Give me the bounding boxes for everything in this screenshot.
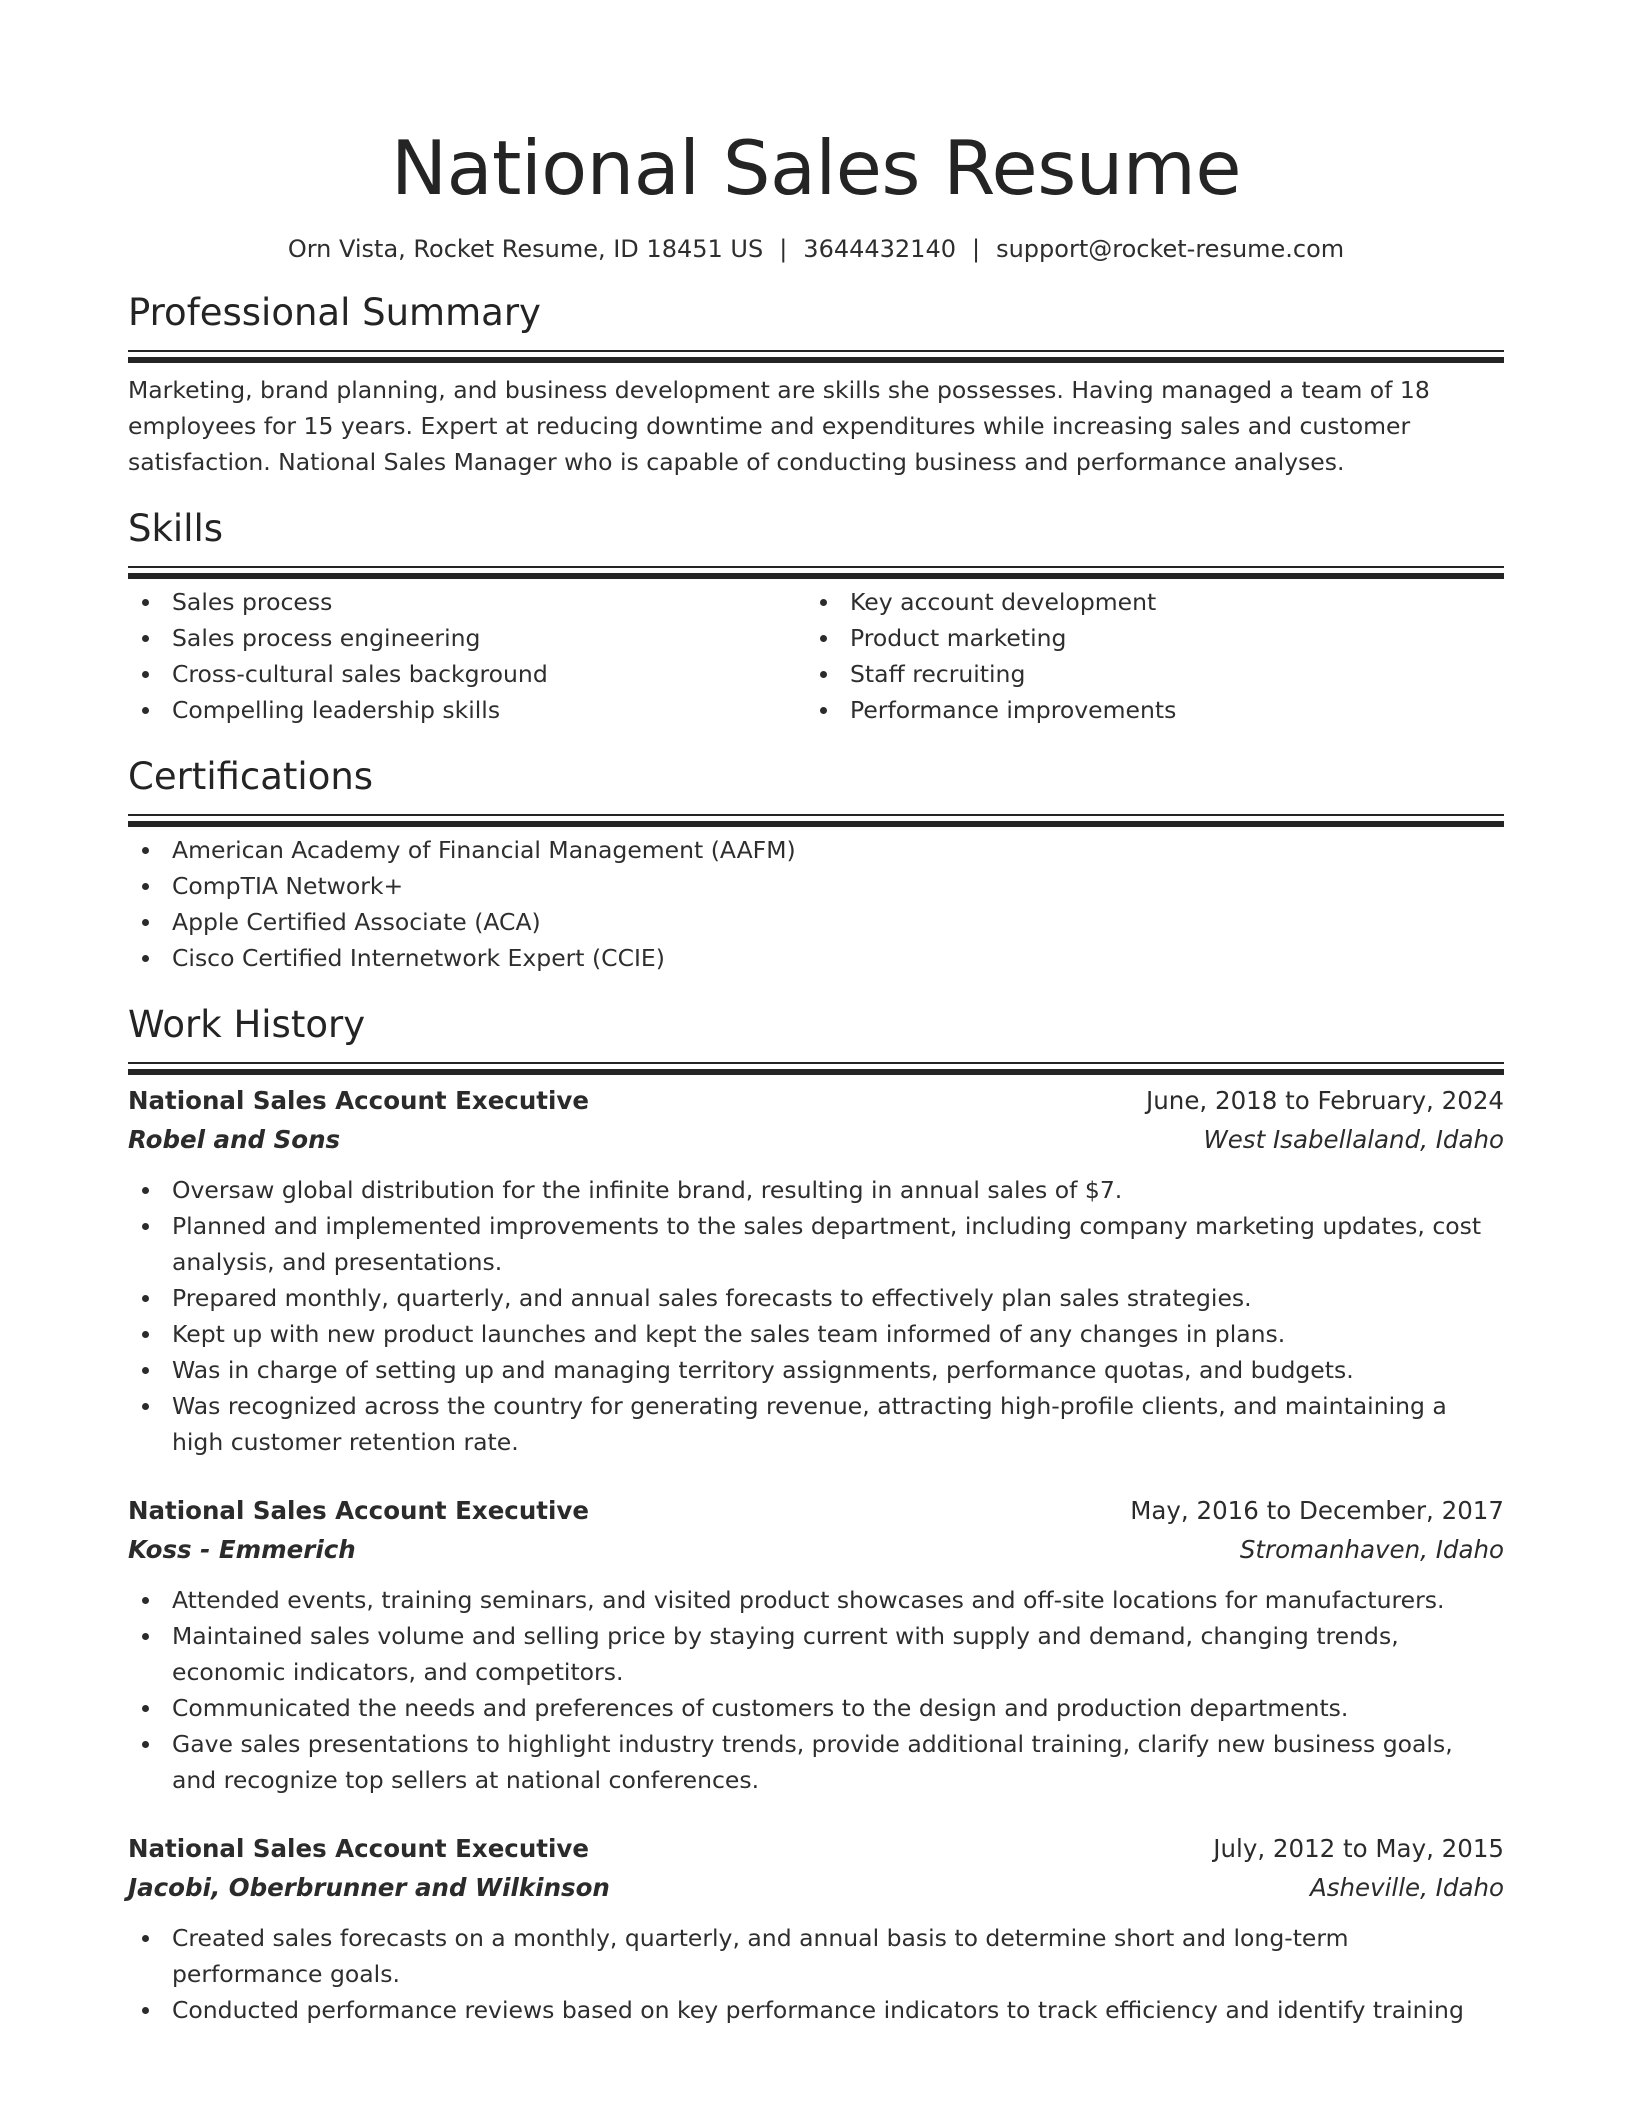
job-location: West Isabellaland, Idaho bbox=[1203, 1125, 1504, 1154]
job-company: Koss - Emmerich bbox=[128, 1535, 356, 1564]
job-entry bbox=[128, 1492, 1504, 1798]
certification-item: Apple Certified Associate (ACA) bbox=[128, 904, 1504, 940]
certification-item: Cisco Certified Internetwork Expert (CCIE) bbox=[128, 940, 1504, 976]
skills-section bbox=[128, 504, 1504, 728]
skill-item: Product marketing bbox=[806, 620, 1484, 656]
job-header-row bbox=[128, 1830, 1504, 1868]
section-rule bbox=[128, 566, 1504, 568]
contact-separator: | bbox=[779, 235, 788, 263]
job-dates: June, 2018 to February, 2024 bbox=[1146, 1086, 1504, 1115]
job-title: National Sales Account Executive bbox=[128, 1086, 589, 1115]
summary-section bbox=[128, 288, 1504, 480]
section-rule bbox=[128, 814, 1504, 816]
job-location: Stromanhaven, Idaho bbox=[1239, 1535, 1504, 1564]
job-bullets bbox=[128, 1172, 1504, 1460]
job-entry bbox=[128, 1830, 1504, 2028]
job-bullets bbox=[128, 1920, 1504, 2028]
job-bullet: Planned and implemented improvements to the sales department, including company marketing updates, cost analysis, and presentations. bbox=[128, 1208, 1504, 1280]
section-title-skills: Skills bbox=[128, 507, 224, 550]
job-company-row bbox=[128, 1120, 1504, 1160]
resume-name: National Sales Resume bbox=[390, 124, 1242, 212]
certifications-section bbox=[128, 752, 1504, 976]
section-rule bbox=[128, 350, 1504, 352]
contact-address: Orn Vista, Rocket Resume, ID 18451 US bbox=[287, 235, 764, 263]
job-company-row bbox=[128, 1530, 1504, 1570]
contact-line bbox=[128, 232, 1504, 266]
section-rule bbox=[128, 1062, 1504, 1064]
skill-item: Performance improvements bbox=[806, 692, 1484, 728]
skills-left-list bbox=[128, 584, 806, 728]
job-entry bbox=[128, 1082, 1504, 1460]
job-title: National Sales Account Executive bbox=[128, 1834, 589, 1863]
job-dates: May, 2016 to December, 2017 bbox=[1130, 1496, 1504, 1525]
skill-item: Cross-cultural sales background bbox=[128, 656, 806, 692]
job-bullet: Kept up with new product launches and kept the sales team informed of any changes in plans. bbox=[128, 1316, 1504, 1352]
skill-item: Sales process engineering bbox=[128, 620, 806, 656]
skill-item: Key account development bbox=[806, 584, 1484, 620]
section-title-summary: Professional Summary bbox=[128, 291, 541, 334]
skill-item: Sales process bbox=[128, 584, 806, 620]
certifications-list bbox=[128, 832, 1504, 976]
job-header-row bbox=[128, 1082, 1504, 1120]
job-company: Jacobi, Oberbrunner and Wilkinson bbox=[128, 1873, 610, 1902]
job-bullet: Attended events, training seminars, and visited product showcases and off-site locations for manufacturers. bbox=[128, 1582, 1504, 1618]
job-bullets bbox=[128, 1582, 1504, 1798]
job-bullet: Was in charge of setting up and managing territory assignments, performance quotas, and budgets. bbox=[128, 1352, 1504, 1388]
job-bullet: Communicated the needs and preferences of customers to the design and production departments. bbox=[128, 1690, 1504, 1726]
resume-content bbox=[128, 118, 1504, 2028]
skill-item: Compelling leadership skills bbox=[128, 692, 806, 728]
section-title-certifications: Certifications bbox=[128, 755, 374, 798]
work-history-section bbox=[128, 1000, 1504, 2028]
job-bullet: Prepared monthly, quarterly, and annual sales forecasts to effectively plan sales strategies. bbox=[128, 1280, 1504, 1316]
section-title-work-history: Work History bbox=[128, 1003, 366, 1046]
job-company: Robel and Sons bbox=[128, 1125, 341, 1154]
job-location: Asheville, Idaho bbox=[1309, 1873, 1504, 1902]
job-bullet: Created sales forecasts on a monthly, quarterly, and annual basis to determine short and long-term performance goals. bbox=[128, 1920, 1504, 1992]
job-bullet: Maintained sales volume and selling price by staying current with supply and demand, changing trends, economic indicators, and competitors. bbox=[128, 1618, 1504, 1690]
skills-right-list bbox=[806, 584, 1484, 728]
job-company-row bbox=[128, 1868, 1504, 1908]
job-bullet: Was recognized across the country for generating revenue, attracting high-profile clients, and maintaining a high customer retention rate. bbox=[128, 1388, 1504, 1460]
job-bullet: Oversaw global distribution for the infinite brand, resulting in annual sales of $7. bbox=[128, 1172, 1504, 1208]
job-title: National Sales Account Executive bbox=[128, 1496, 589, 1525]
certification-item: CompTIA Network+ bbox=[128, 868, 1504, 904]
job-bullet: Conducted performance reviews based on key performance indicators to track efficiency and identify training bbox=[128, 1992, 1504, 2028]
job-header-row bbox=[128, 1492, 1504, 1530]
job-dates: July, 2012 to May, 2015 bbox=[1213, 1834, 1504, 1863]
summary-text: Marketing, brand planning, and business development are skills she possesses. Having managed a team of 18 employees for 15 years. Expert at reducing downtime and expenditures while increasing sales and customer satisfaction. National Sales Manager who is capable of conducting business and performance analyses. bbox=[128, 376, 1430, 476]
skill-item: Staff recruiting bbox=[806, 656, 1484, 692]
contact-email: support@rocket-resume.com bbox=[996, 235, 1345, 263]
contact-separator: | bbox=[972, 235, 981, 263]
skills-grid bbox=[128, 584, 1504, 728]
job-bullet: Gave sales presentations to highlight industry trends, provide additional training, clarify new business goals, and recognize top sellers at national conferences. bbox=[128, 1726, 1504, 1798]
contact-phone: 3644432140 bbox=[803, 235, 956, 263]
certification-item: American Academy of Financial Management (AAFM) bbox=[128, 832, 1504, 868]
